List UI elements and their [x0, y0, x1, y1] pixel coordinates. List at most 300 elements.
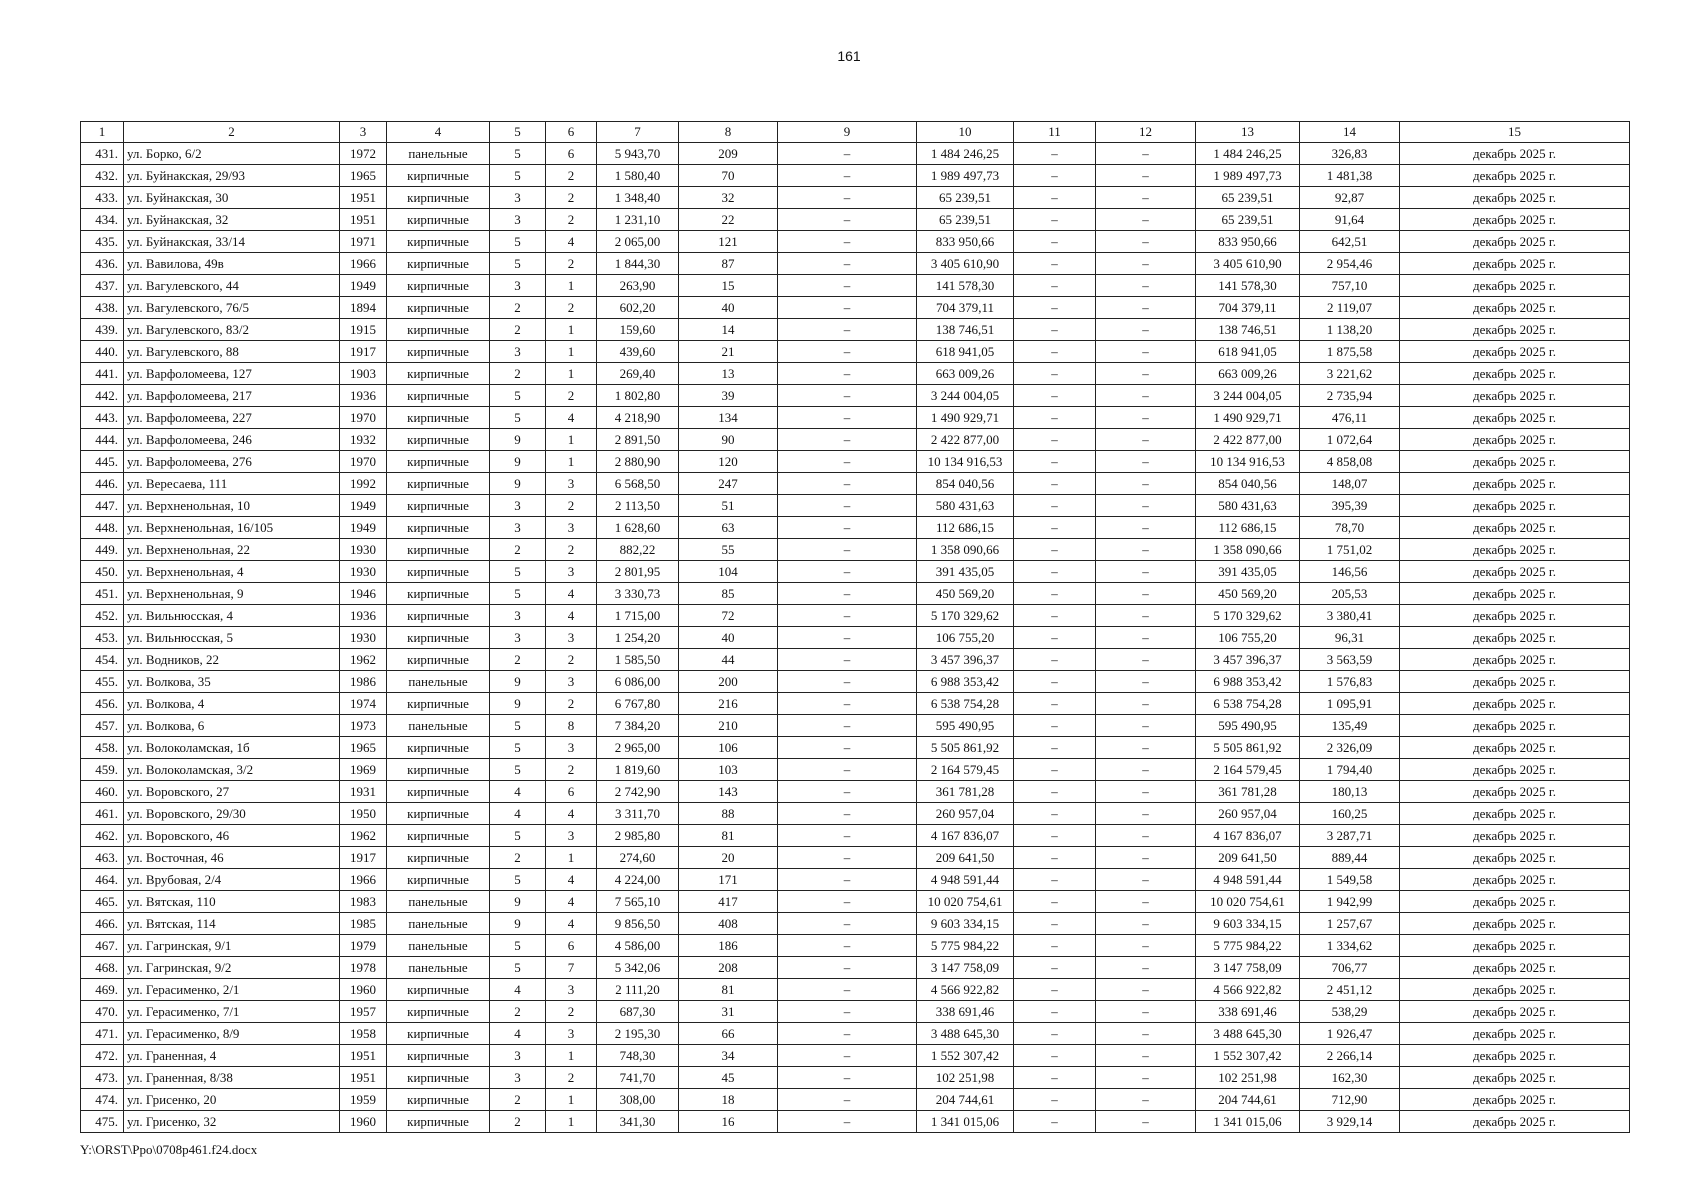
- cell-residents: 34: [679, 1045, 778, 1067]
- cell-regional-fund: 6 538 754,28: [1196, 693, 1300, 715]
- cell-cost-per-sqm: 1 875,58: [1300, 341, 1400, 363]
- cell-address: ул. Граненная, 4: [124, 1045, 340, 1067]
- cell-row-number: 462.: [81, 825, 124, 847]
- cell-entrances: 4: [546, 869, 597, 891]
- cell-floors: 9: [490, 693, 546, 715]
- cell-col-11: –: [1014, 781, 1096, 803]
- cell-row-number: 432.: [81, 165, 124, 187]
- cell-floors: 5: [490, 253, 546, 275]
- cell-total-cost: 5 775 984,22: [917, 935, 1014, 957]
- cell-col-12: –: [1096, 319, 1196, 341]
- cell-cost-per-sqm: 2 735,94: [1300, 385, 1400, 407]
- cell-entrances: 7: [546, 957, 597, 979]
- cell-entrances: 4: [546, 583, 597, 605]
- cell-col-12: –: [1096, 1023, 1196, 1045]
- cell-year-built: 1971: [340, 231, 387, 253]
- cell-total-cost: 3 405 610,90: [917, 253, 1014, 275]
- column-header-10: 10: [917, 122, 1014, 143]
- cell-total-cost: 1 484 246,25: [917, 143, 1014, 165]
- cell-address: ул. Варфоломеева, 246: [124, 429, 340, 451]
- cell-total-cost: 6 988 353,42: [917, 671, 1014, 693]
- cell-total-area: 6 568,50: [597, 473, 679, 495]
- cell-entrances: 2: [546, 649, 597, 671]
- cell-row-number: 443.: [81, 407, 124, 429]
- cell-wall-material: панельные: [387, 913, 490, 935]
- cell-col-12: –: [1096, 1001, 1196, 1023]
- cell-total-cost: 102 251,98: [917, 1067, 1014, 1089]
- cell-total-area: 4 586,00: [597, 935, 679, 957]
- cell-year-built: 1965: [340, 737, 387, 759]
- cell-floors: 2: [490, 1001, 546, 1023]
- cell-cost-per-sqm: 1 794,40: [1300, 759, 1400, 781]
- cell-regional-fund: 209 641,50: [1196, 847, 1300, 869]
- cell-entrances: 6: [546, 143, 597, 165]
- cell-residents: 18: [679, 1089, 778, 1111]
- cell-completion-date: декабрь 2025 г.: [1400, 165, 1630, 187]
- cell-entrances: 2: [546, 693, 597, 715]
- cell-col-11: –: [1014, 1023, 1096, 1045]
- cell-entrances: 2: [546, 253, 597, 275]
- cell-col-9: –: [778, 957, 917, 979]
- cell-col-9: –: [778, 1111, 917, 1133]
- cell-floors: 5: [490, 715, 546, 737]
- cell-year-built: 1930: [340, 561, 387, 583]
- cell-address: ул. Гагринская, 9/1: [124, 935, 340, 957]
- cell-completion-date: декабрь 2025 г.: [1400, 913, 1630, 935]
- cell-total-cost: 10 020 754,61: [917, 891, 1014, 913]
- cell-floors: 2: [490, 649, 546, 671]
- cell-regional-fund: 5 775 984,22: [1196, 935, 1300, 957]
- table-row: [81, 649, 1630, 671]
- cell-completion-date: декабрь 2025 г.: [1400, 891, 1630, 913]
- column-header-9: 9: [778, 122, 917, 143]
- cell-entrances: 2: [546, 539, 597, 561]
- cell-year-built: 1915: [340, 319, 387, 341]
- cell-floors: 4: [490, 979, 546, 1001]
- cell-floors: 3: [490, 517, 546, 539]
- column-header-5: 5: [490, 122, 546, 143]
- cell-year-built: 1951: [340, 209, 387, 231]
- column-header-3: 3: [340, 122, 387, 143]
- cell-col-12: –: [1096, 363, 1196, 385]
- cell-completion-date: декабрь 2025 г.: [1400, 671, 1630, 693]
- table-row: [81, 979, 1630, 1001]
- cell-address: ул. Борко, 6/2: [124, 143, 340, 165]
- cell-col-11: –: [1014, 143, 1096, 165]
- cell-col-9: –: [778, 759, 917, 781]
- cell-year-built: 1969: [340, 759, 387, 781]
- table-row: [81, 341, 1630, 363]
- cell-col-11: –: [1014, 627, 1096, 649]
- cell-floors: 2: [490, 539, 546, 561]
- cell-total-cost: 361 781,28: [917, 781, 1014, 803]
- cell-total-cost: 595 490,95: [917, 715, 1014, 737]
- cell-address: ул. Воровского, 27: [124, 781, 340, 803]
- cell-col-12: –: [1096, 385, 1196, 407]
- table-row: [81, 825, 1630, 847]
- cell-entrances: 3: [546, 979, 597, 1001]
- cell-total-cost: 704 379,11: [917, 297, 1014, 319]
- cell-row-number: 470.: [81, 1001, 124, 1023]
- cell-residents: 209: [679, 143, 778, 165]
- cell-cost-per-sqm: 96,31: [1300, 627, 1400, 649]
- cell-completion-date: декабрь 2025 г.: [1400, 1045, 1630, 1067]
- cell-regional-fund: 106 755,20: [1196, 627, 1300, 649]
- cell-col-9: –: [778, 319, 917, 341]
- cell-residents: 408: [679, 913, 778, 935]
- table-row: [81, 693, 1630, 715]
- cell-col-12: –: [1096, 715, 1196, 737]
- cell-row-number: 451.: [81, 583, 124, 605]
- cell-col-12: –: [1096, 935, 1196, 957]
- cell-address: ул. Герасименко, 7/1: [124, 1001, 340, 1023]
- cell-col-12: –: [1096, 869, 1196, 891]
- cell-regional-fund: 141 578,30: [1196, 275, 1300, 297]
- cell-year-built: 1973: [340, 715, 387, 737]
- cell-entrances: 6: [546, 935, 597, 957]
- cell-completion-date: декабрь 2025 г.: [1400, 605, 1630, 627]
- cell-total-area: 4 224,00: [597, 869, 679, 891]
- cell-total-cost: 663 009,26: [917, 363, 1014, 385]
- table-row: [81, 385, 1630, 407]
- cell-col-9: –: [778, 231, 917, 253]
- cell-col-11: –: [1014, 847, 1096, 869]
- cell-row-number: 433.: [81, 187, 124, 209]
- cell-total-area: 748,30: [597, 1045, 679, 1067]
- cell-col-12: –: [1096, 649, 1196, 671]
- cell-wall-material: кирпичные: [387, 869, 490, 891]
- cell-col-11: –: [1014, 935, 1096, 957]
- cell-residents: 171: [679, 869, 778, 891]
- table-row: [81, 231, 1630, 253]
- table-row: [81, 781, 1630, 803]
- cell-regional-fund: 1 358 090,66: [1196, 539, 1300, 561]
- cell-total-cost: 209 641,50: [917, 847, 1014, 869]
- cell-total-cost: 65 239,51: [917, 187, 1014, 209]
- cell-wall-material: панельные: [387, 891, 490, 913]
- cell-col-12: –: [1096, 759, 1196, 781]
- cell-completion-date: декабрь 2025 г.: [1400, 759, 1630, 781]
- cell-wall-material: кирпичные: [387, 209, 490, 231]
- cell-residents: 85: [679, 583, 778, 605]
- cell-residents: 87: [679, 253, 778, 275]
- cell-total-area: 1 844,30: [597, 253, 679, 275]
- cell-floors: 5: [490, 231, 546, 253]
- cell-completion-date: декабрь 2025 г.: [1400, 847, 1630, 869]
- cell-col-11: –: [1014, 165, 1096, 187]
- cell-address: ул. Верхненольная, 16/105: [124, 517, 340, 539]
- cell-cost-per-sqm: 889,44: [1300, 847, 1400, 869]
- cell-col-11: –: [1014, 385, 1096, 407]
- cell-col-12: –: [1096, 803, 1196, 825]
- cell-row-number: 440.: [81, 341, 124, 363]
- cell-year-built: 1931: [340, 781, 387, 803]
- cell-col-11: –: [1014, 1111, 1096, 1133]
- cell-entrances: 3: [546, 561, 597, 583]
- cell-year-built: 1949: [340, 275, 387, 297]
- cell-regional-fund: 10 020 754,61: [1196, 891, 1300, 913]
- column-header-6: 6: [546, 122, 597, 143]
- cell-row-number: 475.: [81, 1111, 124, 1133]
- cell-total-cost: 106 755,20: [917, 627, 1014, 649]
- cell-residents: 143: [679, 781, 778, 803]
- cell-row-number: 464.: [81, 869, 124, 891]
- cell-wall-material: панельные: [387, 935, 490, 957]
- cell-col-12: –: [1096, 979, 1196, 1001]
- cell-regional-fund: 338 691,46: [1196, 1001, 1300, 1023]
- cell-col-12: –: [1096, 275, 1196, 297]
- cell-entrances: 1: [546, 319, 597, 341]
- cell-entrances: 1: [546, 429, 597, 451]
- cell-floors: 5: [490, 935, 546, 957]
- cell-completion-date: декабрь 2025 г.: [1400, 341, 1630, 363]
- table-row: [81, 957, 1630, 979]
- cell-address: ул. Герасименко, 8/9: [124, 1023, 340, 1045]
- cell-floors: 3: [490, 275, 546, 297]
- cell-completion-date: декабрь 2025 г.: [1400, 935, 1630, 957]
- cell-floors: 9: [490, 671, 546, 693]
- cell-col-12: –: [1096, 253, 1196, 275]
- cell-col-11: –: [1014, 363, 1096, 385]
- cell-col-9: –: [778, 1067, 917, 1089]
- cell-residents: 134: [679, 407, 778, 429]
- cell-total-cost: 10 134 916,53: [917, 451, 1014, 473]
- cell-wall-material: кирпичные: [387, 561, 490, 583]
- table-row: [81, 737, 1630, 759]
- cell-col-9: –: [778, 1023, 917, 1045]
- cell-col-9: –: [778, 627, 917, 649]
- cell-completion-date: декабрь 2025 г.: [1400, 1023, 1630, 1045]
- cell-completion-date: декабрь 2025 г.: [1400, 715, 1630, 737]
- cell-col-11: –: [1014, 1045, 1096, 1067]
- cell-completion-date: декабрь 2025 г.: [1400, 473, 1630, 495]
- cell-residents: 21: [679, 341, 778, 363]
- cell-residents: 40: [679, 627, 778, 649]
- cell-completion-date: декабрь 2025 г.: [1400, 957, 1630, 979]
- cell-row-number: 431.: [81, 143, 124, 165]
- cell-year-built: 1903: [340, 363, 387, 385]
- page-number: 161: [837, 48, 861, 64]
- cell-wall-material: кирпичные: [387, 1045, 490, 1067]
- cell-total-area: 6 767,80: [597, 693, 679, 715]
- cell-cost-per-sqm: 91,64: [1300, 209, 1400, 231]
- cell-col-9: –: [778, 297, 917, 319]
- cell-wall-material: кирпичные: [387, 737, 490, 759]
- cell-row-number: 453.: [81, 627, 124, 649]
- cell-total-area: 3 330,73: [597, 583, 679, 605]
- cell-cost-per-sqm: 706,77: [1300, 957, 1400, 979]
- cell-total-cost: 2 164 579,45: [917, 759, 1014, 781]
- cell-address: ул. Вагулевского, 76/5: [124, 297, 340, 319]
- cell-row-number: 467.: [81, 935, 124, 957]
- cell-total-cost: 338 691,46: [917, 1001, 1014, 1023]
- table-row: [81, 1111, 1630, 1133]
- cell-regional-fund: 2 422 877,00: [1196, 429, 1300, 451]
- cell-wall-material: кирпичные: [387, 253, 490, 275]
- cell-col-12: –: [1096, 495, 1196, 517]
- cell-address: ул. Врубовая, 2/4: [124, 869, 340, 891]
- cell-total-area: 1 231,10: [597, 209, 679, 231]
- cell-floors: 3: [490, 209, 546, 231]
- cell-wall-material: кирпичные: [387, 627, 490, 649]
- cell-completion-date: декабрь 2025 г.: [1400, 275, 1630, 297]
- cell-completion-date: декабрь 2025 г.: [1400, 231, 1630, 253]
- cell-regional-fund: 1 341 015,06: [1196, 1111, 1300, 1133]
- cell-col-12: –: [1096, 539, 1196, 561]
- cell-total-cost: 4 948 591,44: [917, 869, 1014, 891]
- table-row: [81, 297, 1630, 319]
- cell-cost-per-sqm: 2 326,09: [1300, 737, 1400, 759]
- cell-residents: 200: [679, 671, 778, 693]
- cell-regional-fund: 204 744,61: [1196, 1089, 1300, 1111]
- cell-completion-date: декабрь 2025 г.: [1400, 143, 1630, 165]
- cell-entrances: 2: [546, 1001, 597, 1023]
- cell-col-12: –: [1096, 473, 1196, 495]
- cell-floors: 5: [490, 407, 546, 429]
- cell-col-12: –: [1096, 1067, 1196, 1089]
- cell-floors: 2: [490, 1111, 546, 1133]
- cell-entrances: 4: [546, 231, 597, 253]
- table-row: [81, 1001, 1630, 1023]
- cell-col-12: –: [1096, 847, 1196, 869]
- cell-year-built: 1949: [340, 517, 387, 539]
- table-row: [81, 869, 1630, 891]
- cell-col-12: –: [1096, 693, 1196, 715]
- table-row: [81, 1089, 1630, 1111]
- cell-year-built: 1985: [340, 913, 387, 935]
- cell-residents: 247: [679, 473, 778, 495]
- cell-completion-date: декабрь 2025 г.: [1400, 561, 1630, 583]
- cell-wall-material: кирпичные: [387, 297, 490, 319]
- cell-address: ул. Воровского, 29/30: [124, 803, 340, 825]
- cell-address: ул. Варфоломеева, 276: [124, 451, 340, 473]
- cell-cost-per-sqm: 162,30: [1300, 1067, 1400, 1089]
- cell-col-9: –: [778, 913, 917, 935]
- cell-row-number: 439.: [81, 319, 124, 341]
- cell-year-built: 1949: [340, 495, 387, 517]
- cell-total-area: 274,60: [597, 847, 679, 869]
- cell-residents: 51: [679, 495, 778, 517]
- cell-total-cost: 618 941,05: [917, 341, 1014, 363]
- cell-total-cost: 1 358 090,66: [917, 539, 1014, 561]
- cell-row-number: 457.: [81, 715, 124, 737]
- cell-wall-material: панельные: [387, 671, 490, 693]
- cell-address: ул. Вильнюсская, 4: [124, 605, 340, 627]
- cell-address: ул. Варфоломеева, 227: [124, 407, 340, 429]
- cell-regional-fund: 450 569,20: [1196, 583, 1300, 605]
- cell-regional-fund: 5 505 861,92: [1196, 737, 1300, 759]
- cell-wall-material: панельные: [387, 957, 490, 979]
- table-row: [81, 429, 1630, 451]
- cell-cost-per-sqm: 146,56: [1300, 561, 1400, 583]
- cell-col-9: –: [778, 979, 917, 1001]
- cell-regional-fund: 1 490 929,71: [1196, 407, 1300, 429]
- cell-wall-material: кирпичные: [387, 781, 490, 803]
- cell-entrances: 2: [546, 187, 597, 209]
- cell-entrances: 1: [546, 341, 597, 363]
- table-row: [81, 451, 1630, 473]
- cell-regional-fund: 4 167 836,07: [1196, 825, 1300, 847]
- cell-year-built: 1960: [340, 1111, 387, 1133]
- cell-floors: 5: [490, 561, 546, 583]
- cell-residents: 417: [679, 891, 778, 913]
- cell-col-11: –: [1014, 671, 1096, 693]
- cell-wall-material: кирпичные: [387, 583, 490, 605]
- cell-address: ул. Грисенко, 32: [124, 1111, 340, 1133]
- cell-row-number: 463.: [81, 847, 124, 869]
- table-row: [81, 759, 1630, 781]
- cell-address: ул. Грисенко, 20: [124, 1089, 340, 1111]
- cell-residents: 20: [679, 847, 778, 869]
- cell-completion-date: декабрь 2025 г.: [1400, 319, 1630, 341]
- cell-year-built: 1966: [340, 869, 387, 891]
- cell-regional-fund: 2 164 579,45: [1196, 759, 1300, 781]
- cell-entrances: 1: [546, 1089, 597, 1111]
- cell-wall-material: кирпичные: [387, 539, 490, 561]
- cell-wall-material: кирпичные: [387, 341, 490, 363]
- cell-wall-material: кирпичные: [387, 451, 490, 473]
- cell-col-11: –: [1014, 869, 1096, 891]
- cell-col-12: –: [1096, 781, 1196, 803]
- cell-total-area: 159,60: [597, 319, 679, 341]
- cell-col-11: –: [1014, 231, 1096, 253]
- cell-residents: 32: [679, 187, 778, 209]
- cell-row-number: 471.: [81, 1023, 124, 1045]
- cell-col-9: –: [778, 847, 917, 869]
- cell-residents: 39: [679, 385, 778, 407]
- cell-cost-per-sqm: 160,25: [1300, 803, 1400, 825]
- cell-col-11: –: [1014, 539, 1096, 561]
- cell-total-cost: 1 490 929,71: [917, 407, 1014, 429]
- cell-total-area: 263,90: [597, 275, 679, 297]
- cell-year-built: 1951: [340, 187, 387, 209]
- cell-total-area: 1 802,80: [597, 385, 679, 407]
- column-header-1: 1: [81, 122, 124, 143]
- cell-col-9: –: [778, 1089, 917, 1111]
- cell-cost-per-sqm: 476,11: [1300, 407, 1400, 429]
- column-header-15: 15: [1400, 122, 1630, 143]
- cell-year-built: 1979: [340, 935, 387, 957]
- cell-residents: 103: [679, 759, 778, 781]
- cell-address: ул. Буйнакская, 33/14: [124, 231, 340, 253]
- cell-entrances: 2: [546, 1067, 597, 1089]
- cell-regional-fund: 10 134 916,53: [1196, 451, 1300, 473]
- column-header-11: 11: [1014, 122, 1096, 143]
- cell-total-area: 1 715,00: [597, 605, 679, 627]
- cell-residents: 66: [679, 1023, 778, 1045]
- cell-floors: 3: [490, 495, 546, 517]
- table-row: [81, 891, 1630, 913]
- cell-residents: 15: [679, 275, 778, 297]
- cell-col-11: –: [1014, 297, 1096, 319]
- cell-cost-per-sqm: 1 334,62: [1300, 935, 1400, 957]
- cell-row-number: 442.: [81, 385, 124, 407]
- cell-year-built: 1958: [340, 1023, 387, 1045]
- cell-col-12: –: [1096, 671, 1196, 693]
- cell-total-area: 3 311,70: [597, 803, 679, 825]
- cell-regional-fund: 9 603 334,15: [1196, 913, 1300, 935]
- cell-regional-fund: 3 244 004,05: [1196, 385, 1300, 407]
- cell-completion-date: декабрь 2025 г.: [1400, 627, 1630, 649]
- cell-completion-date: декабрь 2025 г.: [1400, 253, 1630, 275]
- cell-address: ул. Вятская, 110: [124, 891, 340, 913]
- cell-floors: 4: [490, 1023, 546, 1045]
- cell-total-cost: 204 744,61: [917, 1089, 1014, 1111]
- cell-wall-material: кирпичные: [387, 649, 490, 671]
- cell-col-12: –: [1096, 209, 1196, 231]
- cell-cost-per-sqm: 3 929,14: [1300, 1111, 1400, 1133]
- cell-completion-date: декабрь 2025 г.: [1400, 869, 1630, 891]
